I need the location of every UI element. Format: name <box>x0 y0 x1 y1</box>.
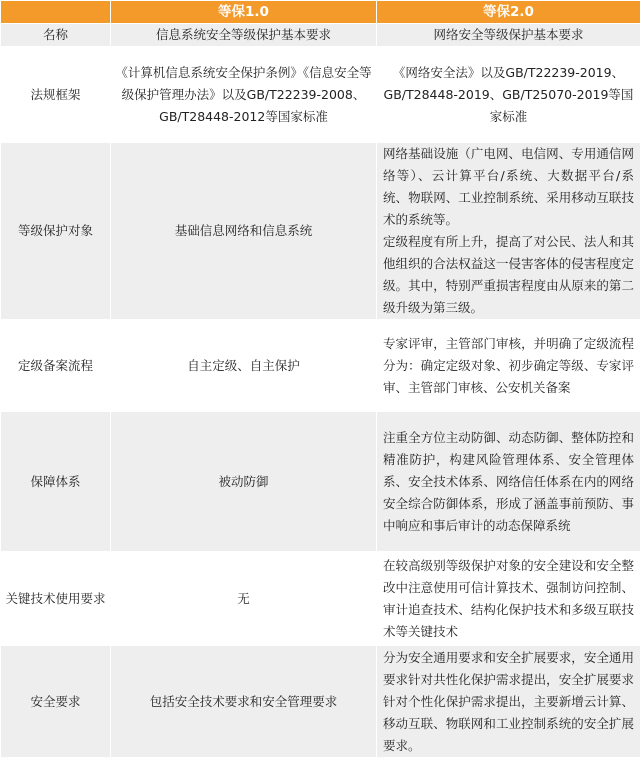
row-new-text: 网络安全等级保护基本要求 <box>383 24 634 46</box>
header-row <box>1 1 640 24</box>
table-row <box>1 143 640 320</box>
row-new-text: 分为安全通用要求和安全扩展要求，安全通用要求针对共性化保护需求提出，安全扩展要求针对个性化保护需求提出，主要新增云计算、移动互联、物联网和工业控制系统的安全扩展要求。 <box>383 647 634 757</box>
row-name: 法规框架 <box>1 47 111 143</box>
row-name: 关键技术使用要求 <box>1 552 111 646</box>
row-new-text: 网络基础设施（广电网、电信网、专用通信网络等）、云计算平台/系统、大数据平台/系统、物联网、工业控制系统、采用移动互联技术的系统等。 <box>383 143 634 231</box>
row-new-text: 《网络安全法》以及GB/T22239-2019、GB/T28448-2019、GB/T25070-2019等国家标准 <box>383 62 634 128</box>
row-new-text: 定级程度有所上升，提高了对公民、法人和其他组织的合法权益这一侵害客体的侵害程度定级。其中，特别严重损害程度由从原来的第二级升级为第三级。 <box>383 231 634 319</box>
row-new <box>377 552 640 646</box>
row-new <box>377 320 640 412</box>
row-name: 名称 <box>1 24 111 47</box>
row-new <box>377 24 640 47</box>
table-row <box>1 320 640 412</box>
header-dengbao-2: 等保2.0 <box>377 1 640 24</box>
row-name: 定级备案流程 <box>1 320 111 412</box>
table-row <box>1 412 640 552</box>
row-new-text: 专家评审，主管部门审核，并明确了定级流程分为：确定定级对象、初步确定等级、专家评审、主管部门审核、公安机关备案 <box>383 333 634 399</box>
row-name: 等级保护对象 <box>1 143 111 320</box>
row-new-text: 在较高级别等级保护对象的安全建设和安全整改中注意使用可信计算技术、强制访问控制、审计追查技术、结构化保护技术和多级互联技术等关键技术 <box>383 555 634 643</box>
row-old: 无 <box>111 552 377 646</box>
row-new <box>377 143 640 320</box>
table-row <box>1 24 640 47</box>
row-old: 包括安全技术要求和安全管理要求 <box>111 646 377 758</box>
row-old: 自主定级、自主保护 <box>111 320 377 412</box>
row-new <box>377 646 640 758</box>
row-new <box>377 412 640 552</box>
row-old: 《计算机信息系统安全保护条例》《信息安全等级保护管理办法》以及GB/T22239-2008、GB/T28448-2012等国家标准 <box>111 47 377 143</box>
table-row <box>1 646 640 758</box>
table-row <box>1 47 640 143</box>
row-old: 信息系统安全等级保护基本要求 <box>111 24 377 47</box>
header-dengbao-1: 等保1.0 <box>111 1 377 24</box>
table-row <box>1 552 640 646</box>
row-old: 基础信息网络和信息系统 <box>111 143 377 320</box>
row-new-text: 注重全方位主动防御、动态防御、整体防控和精准防护，构建风险管理体系、安全管理体系、安全技术体系、网络信任体系在内的网络安全综合防御体系，形成了涵盖事前预防、事中响应和事后审计的动态保障系统 <box>383 427 634 537</box>
row-name: 安全要求 <box>1 646 111 758</box>
row-old: 被动防御 <box>111 412 377 552</box>
row-name: 保障体系 <box>1 412 111 552</box>
row-new <box>377 47 640 143</box>
header-empty <box>1 1 111 24</box>
